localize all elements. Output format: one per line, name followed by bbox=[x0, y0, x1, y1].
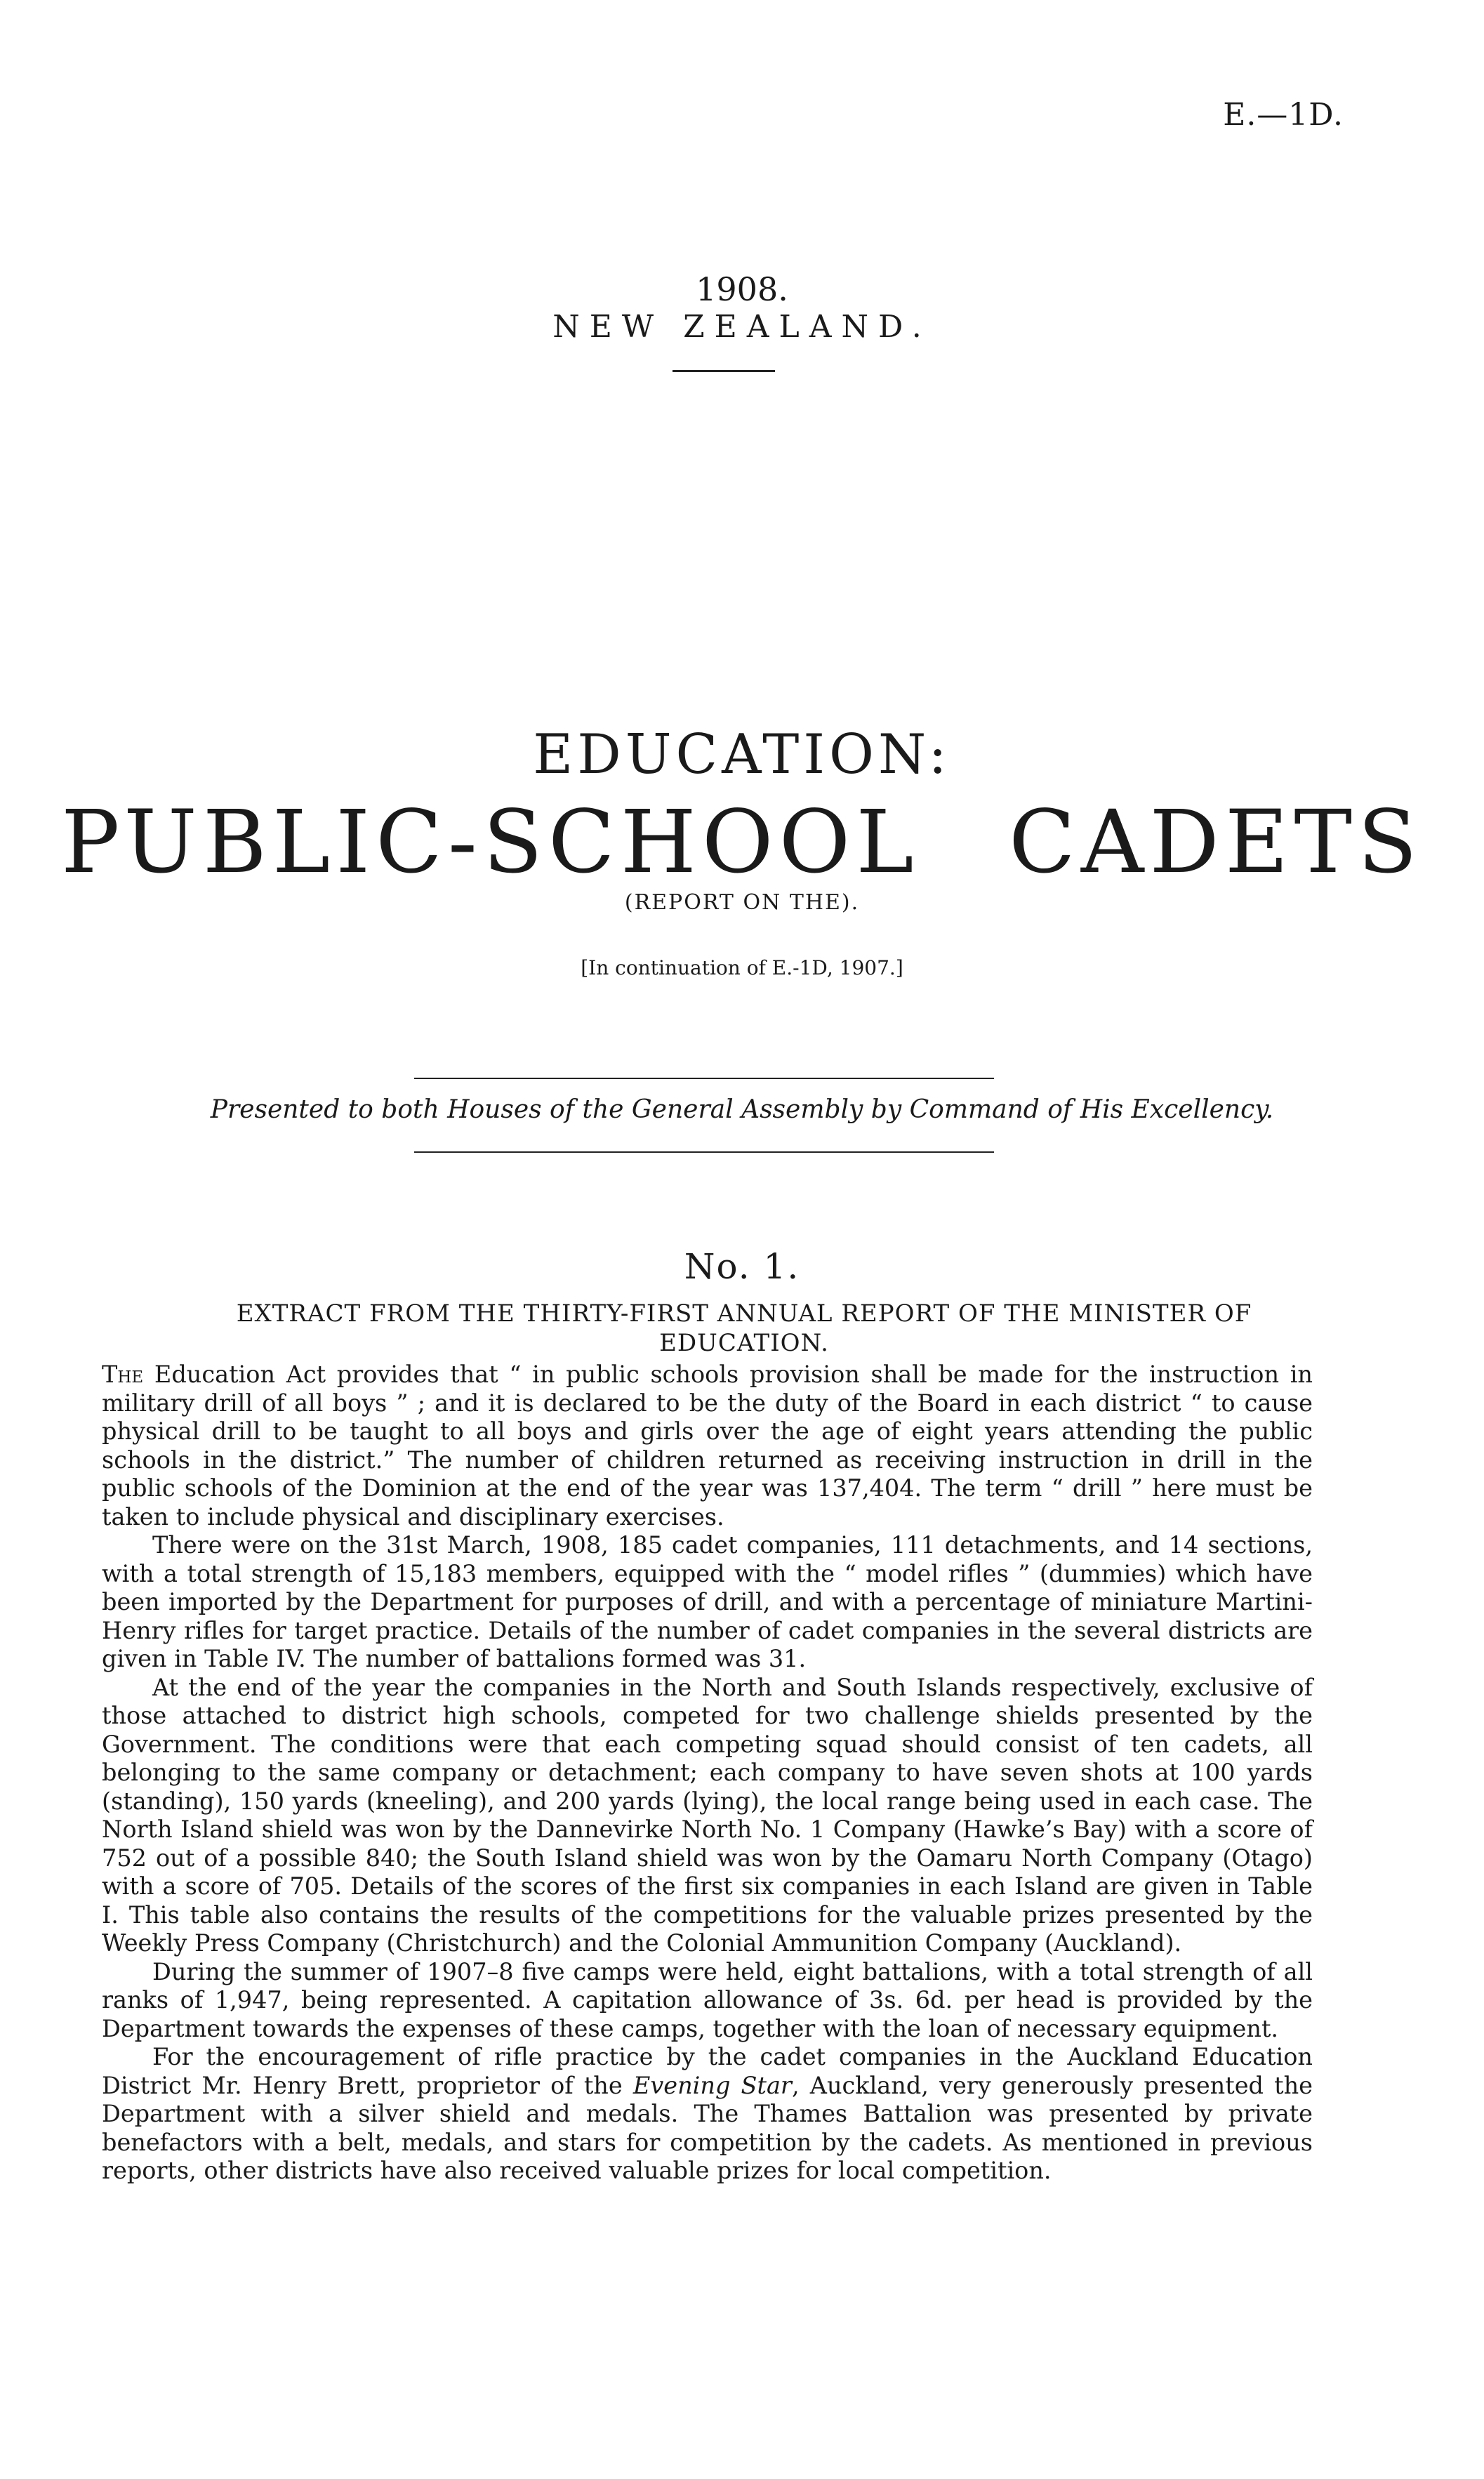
title-education: EDUCATION: bbox=[533, 723, 951, 786]
document-reference: E.—1D. bbox=[1223, 97, 1344, 133]
paragraph-5 bbox=[102, 2043, 1313, 2186]
report-body bbox=[102, 1361, 1313, 2186]
continuation-note: [In continuation of E.-1D, 1907.] bbox=[581, 956, 903, 979]
presented-line: Presented to both Houses of the General Assembly by Command of His Excellency. bbox=[210, 1095, 1274, 1124]
subtitle: (REPORT ON THE). bbox=[624, 890, 860, 915]
newspaper-name: Evening Star bbox=[632, 2071, 792, 2099]
paragraph-2: There were on the 31st March, 1908, 185 cadet companies, 111 detachments, and 14 sections, with a total strength of 15,183 members, equipped with the “ model rifles ” (dummies) which have been imported by the Department for purposes of drill, and with a percentage of miniature Martini-Henry rifles for target practice. Details of the number of cadet companies in the several districts are given in Table IV. The number of battalions formed was 31. bbox=[102, 1531, 1313, 1672]
section-heading: EXTRACT FROM THE THIRTY-FIRST ANNUAL REPORT OF THE MINISTER OF EDUCATION. bbox=[236, 1300, 1252, 1357]
section-number: No. 1. bbox=[684, 1246, 800, 1287]
paragraph-text-before: For the encouragement of rifle practice by the cadet companies in the Auckland Education District Mr. Henry Brett, proprietor of the bbox=[102, 2043, 1313, 2099]
report-year: 1908. bbox=[696, 270, 788, 308]
paragraph-4: During the summer of 1907–8 five camps were held, eight battalions, with a total strength of all ranks of 1,947, being represented. A capitation allowance of 3s. 6d. per head is provided by the Department towards the expenses of these camps, together with the loan of necessary equipment. bbox=[102, 1957, 1313, 2042]
paragraph-text: Education Act provides that “ in public schools provision shall be made for the instruction in military drill of all boys ” ; and it is declared to be the duty of the Board in each district “ to cause physical drill to be taught to all boys and girls over the age of eight years attending the public schools in the district.” The number of children returned as receiving instruction in drill in the public schools of the Dominion at the end of the year was 137,404. The term “ drill ” here must be taken to include physical and disciplinary exercises. bbox=[102, 1361, 1313, 1531]
country-name: NEW ZEALAND. bbox=[552, 309, 932, 345]
paragraph-1 bbox=[102, 1361, 1313, 1531]
paragraph-lead: The bbox=[102, 1361, 144, 1388]
title-public-school-cadets: PUBLIC-SCHOOL CADETS bbox=[60, 792, 1424, 893]
divider-lower bbox=[414, 1151, 994, 1153]
paragraph-3: At the end of the year the companies in the North and South Islands respectively, exclusive of those attached to district high schools, competed for two challenge shields presented by the Government. The conditions were that each competing squad should consist of ten cadets, all belonging to the same company or detachment; each company to have seven shots at 100 yards (standing), 150 yards (kneeling), and 200 yards (lying), the local range being used in each case. The North Island shield was won by the Dannevirke North No. 1 Company (Hawke’s Bay) with a score of 752 out of a possible 840; the South Island shield was won by the Oamaru North Company (Otago) with a score of 705. Details of the scores of the first six companies in each Island are given in Table I. This table also contains the results of the competitions for the valuable prizes presented by the Weekly Press Company (Christchurch) and the Colonial Ammunition Company (Auckland). bbox=[102, 1673, 1313, 1957]
paragraph-text-after: , Auckland, very generously presented the Department with a silver shield and medals. The Thames Battalion was presented by private benefactors with a belt, medals, and stars for competition by the cadets. As mentioned in previous reports, other districts have also received valuable prizes for local competition. bbox=[102, 2071, 1313, 2184]
divider-short bbox=[673, 370, 775, 372]
divider-upper bbox=[414, 1078, 994, 1079]
